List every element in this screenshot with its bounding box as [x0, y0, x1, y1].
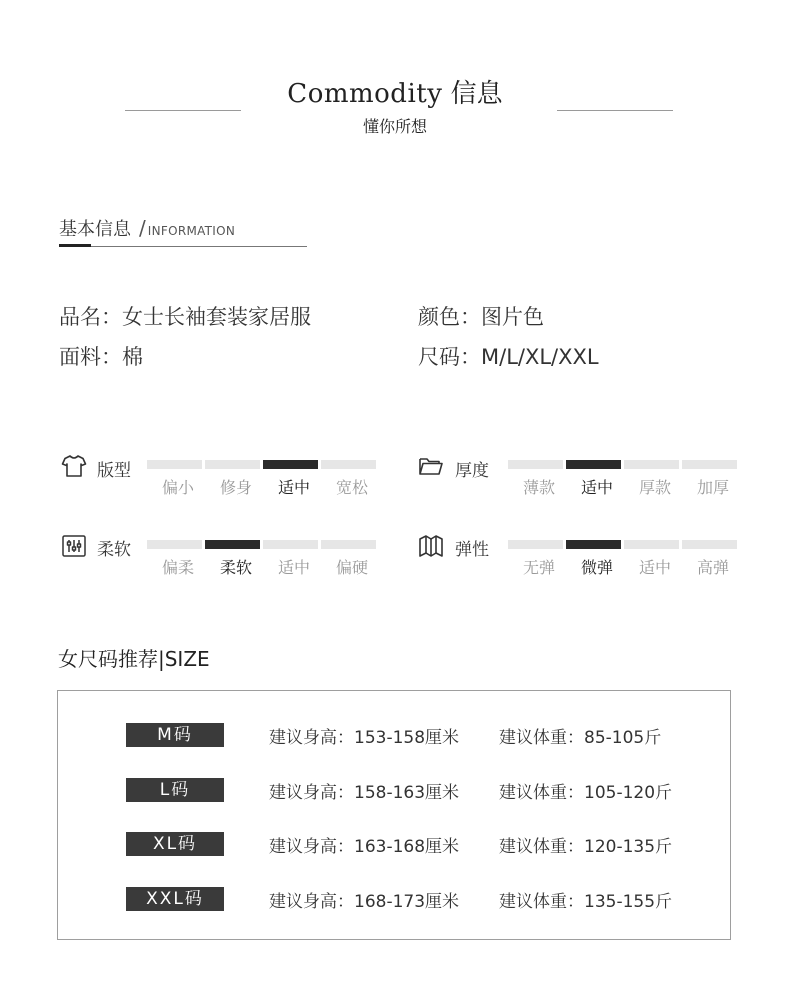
- attr-label-softness: 柔软: [97, 540, 131, 560]
- softness-option-1: 柔软: [219, 558, 252, 577]
- softness-option-3: 偏硬: [335, 558, 368, 577]
- fit-option-0: 偏小: [161, 478, 194, 497]
- fit-option-3: 宽松: [335, 478, 368, 497]
- thickness-bar-2: [624, 460, 679, 469]
- attr-label-elasticity: 弹性: [455, 540, 489, 560]
- header-divider-right: [557, 110, 673, 111]
- thickness-option-2: 厚款: [638, 478, 671, 497]
- thickness-option-0: 薄款: [522, 478, 555, 497]
- size-badge-xl: XL码: [126, 832, 224, 856]
- elasticity-option-2: 适中: [638, 558, 671, 577]
- size-weight-l: 建议体重：105-120斤: [499, 783, 673, 803]
- size-height-xxl: 建议身高：168-173厘米: [269, 892, 460, 912]
- attr-label-thickness: 厚度: [455, 461, 489, 481]
- page-title: [0, 73, 790, 110]
- elasticity-option-3: 高弹: [696, 558, 729, 577]
- info-color: 颜色：图片色: [418, 305, 544, 329]
- info-product-name: 品名：女士长袖套装家居服: [59, 305, 311, 329]
- fit-bar-2-selected: [263, 460, 318, 469]
- size-height-xl: 建议身高：163-168厘米: [269, 837, 460, 857]
- page-title-zh: 信息: [450, 79, 503, 109]
- size-badge-xxl: XXL码: [126, 887, 224, 911]
- softness-option-0: 偏柔: [161, 558, 194, 577]
- softness-option-2: 适中: [277, 558, 310, 577]
- tshirt-icon: [61, 453, 87, 479]
- elasticity-bar-0: [508, 540, 563, 549]
- page-subtitle: 懂你所想: [362, 117, 427, 136]
- size-weight-xxl: 建议体重：135-155斤: [499, 892, 673, 912]
- size-badge-m: M码: [126, 723, 224, 747]
- folder-icon: [418, 453, 444, 479]
- softness-bar-2: [263, 540, 318, 549]
- thickness-option-3: 加厚: [696, 478, 729, 497]
- map-icon: [418, 533, 444, 559]
- thickness-option-1: 适中: [580, 478, 613, 497]
- info-material: 面料：棉: [59, 345, 143, 369]
- fit-option-2: 适中: [277, 478, 310, 497]
- size-height-l: 建议身高：158-163厘米: [269, 783, 460, 803]
- elasticity-option-0: 无弹: [522, 558, 555, 577]
- size-badge-l: L码: [126, 778, 224, 802]
- fit-bar-1: [205, 460, 260, 469]
- softness-bar-3: [321, 540, 376, 549]
- elasticity-option-1: 微弹: [580, 558, 613, 577]
- size-weight-m: 建议体重：85-105斤: [499, 728, 662, 748]
- header-divider-left: [125, 110, 241, 111]
- section-underline: [59, 246, 307, 247]
- thickness-bar-1-selected: [566, 460, 621, 469]
- info-size: 尺码：M/L/XL/XXL: [418, 345, 599, 369]
- elasticity-bar-3: [682, 540, 737, 549]
- page-title-en: Commodity: [287, 79, 443, 109]
- sliders-icon: [61, 533, 87, 559]
- fit-bar-3: [321, 460, 376, 469]
- thickness-bar-0: [508, 460, 563, 469]
- size-section-title: 女尺码推荐|SIZE: [58, 647, 210, 671]
- fit-bar-0: [147, 460, 202, 469]
- size-weight-xl: 建议体重：120-135斤: [499, 837, 673, 857]
- size-height-m: 建议身高：153-158厘米: [269, 728, 460, 748]
- section-title-zh: 基本信息: [59, 219, 131, 240]
- attr-label-fit: 版型: [97, 461, 131, 481]
- section-title-en: INFORMATION: [147, 224, 236, 238]
- section-underline-accent: [59, 244, 91, 247]
- softness-bar-0: [147, 540, 202, 549]
- elasticity-bar-1-selected: [566, 540, 621, 549]
- section-title-slash: /: [139, 216, 146, 240]
- elasticity-bar-2: [624, 540, 679, 549]
- thickness-bar-3: [682, 460, 737, 469]
- section-title: [59, 215, 235, 241]
- fit-option-1: 修身: [219, 478, 252, 497]
- softness-bar-1-selected: [205, 540, 260, 549]
